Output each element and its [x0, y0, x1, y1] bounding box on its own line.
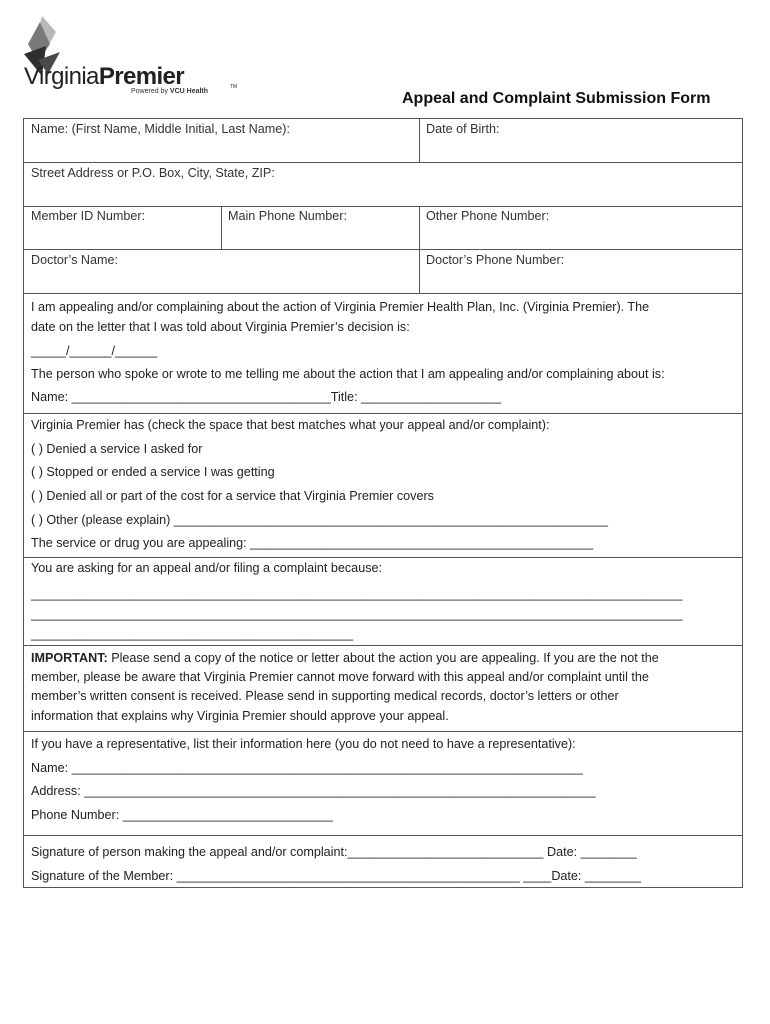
service-drug-blank[interactable]: The service or drug you are appealing: _________________________________________________ [31, 536, 594, 550]
checkbox-denied-service[interactable]: ( ) Denied a service I asked for [31, 442, 203, 456]
col-divider [419, 119, 420, 162]
logo-wordmark: VirginiaPremier [24, 63, 185, 90]
name-field[interactable]: Name: (First Name, Middle Initial, Last Name): [31, 122, 290, 136]
other-phone-field[interactable]: Other Phone Number: [426, 209, 550, 223]
checkbox-denied-cost[interactable]: ( ) Denied all or part of the cost for a service that Virginia Premier covers [31, 489, 434, 503]
important-text: information that explains why Virginia Premier should approve your appeal. [31, 709, 449, 723]
contact-name-title-blank[interactable]: Name: _____________________________________Title: ____________________ [31, 390, 502, 404]
reason-line[interactable]: ______________________________________________ [31, 627, 354, 641]
address-field[interactable]: Street Address or P.O. Box, City, State, ZIP: [31, 166, 275, 180]
representative-address-blank[interactable]: Address: _________________________________________________________________________ [31, 784, 596, 798]
decision-contact-text: The person who spoke or wrote to me telling me about the action that I am appealing and/or complaining about is: [31, 367, 665, 381]
checkbox-other[interactable]: ( ) Other (please explain) ______________________________________________________________ [31, 513, 609, 527]
logo-trademark: TM [230, 84, 238, 90]
appeal-form [23, 118, 743, 888]
representative-intro: If you have a representative, list their information here (you do not need to have a representative): [31, 737, 576, 751]
row-divider [24, 206, 742, 207]
row-divider [24, 557, 742, 558]
col-divider [221, 206, 222, 249]
doctor-phone-field[interactable]: Doctor’s Phone Number: [426, 253, 565, 267]
row-divider [24, 731, 742, 732]
row-divider [24, 249, 742, 250]
checkbox-stopped-service[interactable]: ( ) Stopped or ended a service I was getting [31, 465, 275, 479]
row-divider [24, 162, 742, 163]
form-title: Appeal and Complaint Submission Form [402, 90, 711, 107]
important-text: member, please be aware that Virginia Premier cannot move forward with this appeal and/or complaint until the [31, 670, 649, 684]
main-phone-field[interactable]: Main Phone Number: [228, 209, 348, 223]
decision-text: date on the letter that I was told about Virginia Premier’s decision is: [31, 320, 410, 334]
logo-tagline: Powered by VCU Health [131, 88, 209, 95]
reason-line[interactable]: _____________________________________________________________________________________________ [31, 607, 683, 621]
doctor-name-field[interactable]: Doctor’s Name: [31, 253, 119, 267]
decision-date-blank[interactable]: _____/______/______ [31, 344, 158, 358]
row-divider [24, 835, 742, 836]
signature-appealer-line[interactable]: Signature of person making the appeal and/or complaint:____________________________ Date: ________ [31, 845, 637, 859]
row-divider [24, 645, 742, 646]
reason-intro: You are asking for an appeal and/or filing a complaint because: [31, 561, 382, 575]
virginia-premier-logo [20, 14, 260, 104]
col-divider [419, 206, 420, 249]
col-divider [419, 249, 420, 293]
row-divider [24, 293, 742, 294]
check-intro: Virginia Premier has (check the space that best matches what your appeal and/or complaint): [31, 418, 550, 432]
dob-field[interactable]: Date of Birth: [426, 122, 500, 136]
representative-phone-blank[interactable]: Phone Number: ______________________________ [31, 808, 333, 822]
signature-member-line[interactable]: Signature of the Member: _________________________________________________ ____Date: ________ [31, 869, 641, 883]
reason-line[interactable]: _____________________________________________________________________________________________ [31, 587, 683, 601]
important-text: member’s written consent is received. Please send in supporting medical records, doctor’s letters or other [31, 689, 619, 703]
member-id-field[interactable]: Member ID Number: [31, 209, 146, 223]
important-text: IMPORTANT: Please send a copy of the notice or letter about the action you are appealing. If you are the not the [31, 651, 659, 665]
row-divider [24, 413, 742, 414]
representative-name-blank[interactable]: Name: _________________________________________________________________________ [31, 761, 583, 775]
decision-text: I am appealing and/or complaining about the action of Virginia Premier Health Plan, Inc. (Virginia Premier). The [31, 300, 650, 314]
